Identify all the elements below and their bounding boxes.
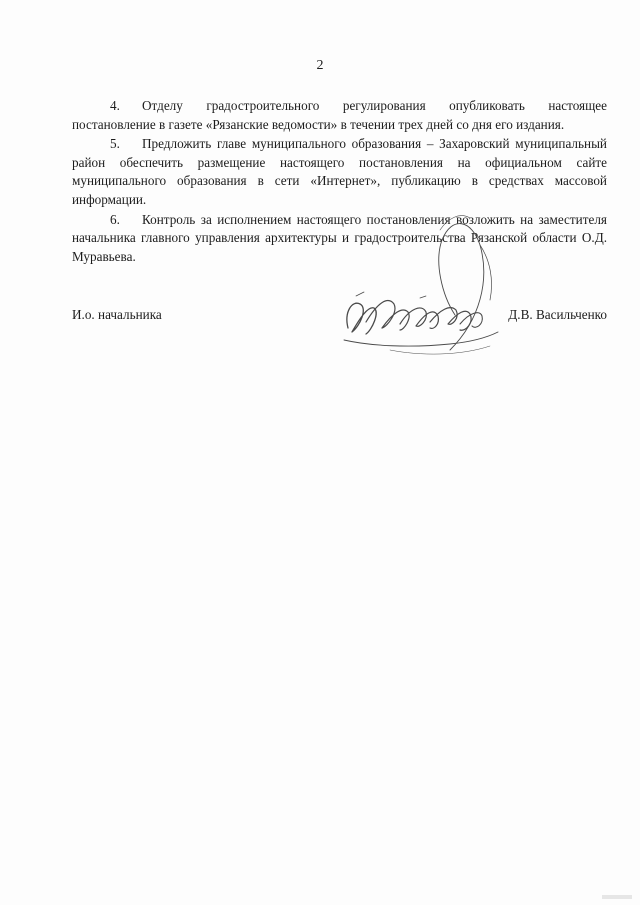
signatory-name: Д.В. Васильченко <box>508 307 607 322</box>
paragraph-number: 5. <box>110 136 120 152</box>
paragraph-text: Контроль за исполнением настоящего постановления возложить на заместителя начальника главного управления архитектуры и градостроительства Рязанской области О.Д. Муравьева. <box>72 211 607 264</box>
signatory-title: И.о. начальника <box>72 307 162 322</box>
paragraph-number: 4. <box>110 98 120 113</box>
scan-artifact <box>602 895 632 899</box>
paragraph-text: Предложить главе муниципального образования – Захаровский муниципальный район обеспечить размещение настоящего постановления на официальном сайте муниципального образования в сети «Интернет», публикацию в средствах массовой информации. <box>72 136 607 207</box>
paragraph-4 <box>72 97 607 134</box>
paragraph-number: 6. <box>110 211 120 227</box>
page-number: 2 <box>316 58 324 73</box>
handwritten-signature-icon <box>330 200 520 380</box>
paragraph-text: Отделу градостроительного регулирования опубликовать настоящее постановление в газете «Рязанские ведомости» в течении трех дней со дня его издания. <box>72 98 607 132</box>
paragraph-5 <box>72 135 607 209</box>
